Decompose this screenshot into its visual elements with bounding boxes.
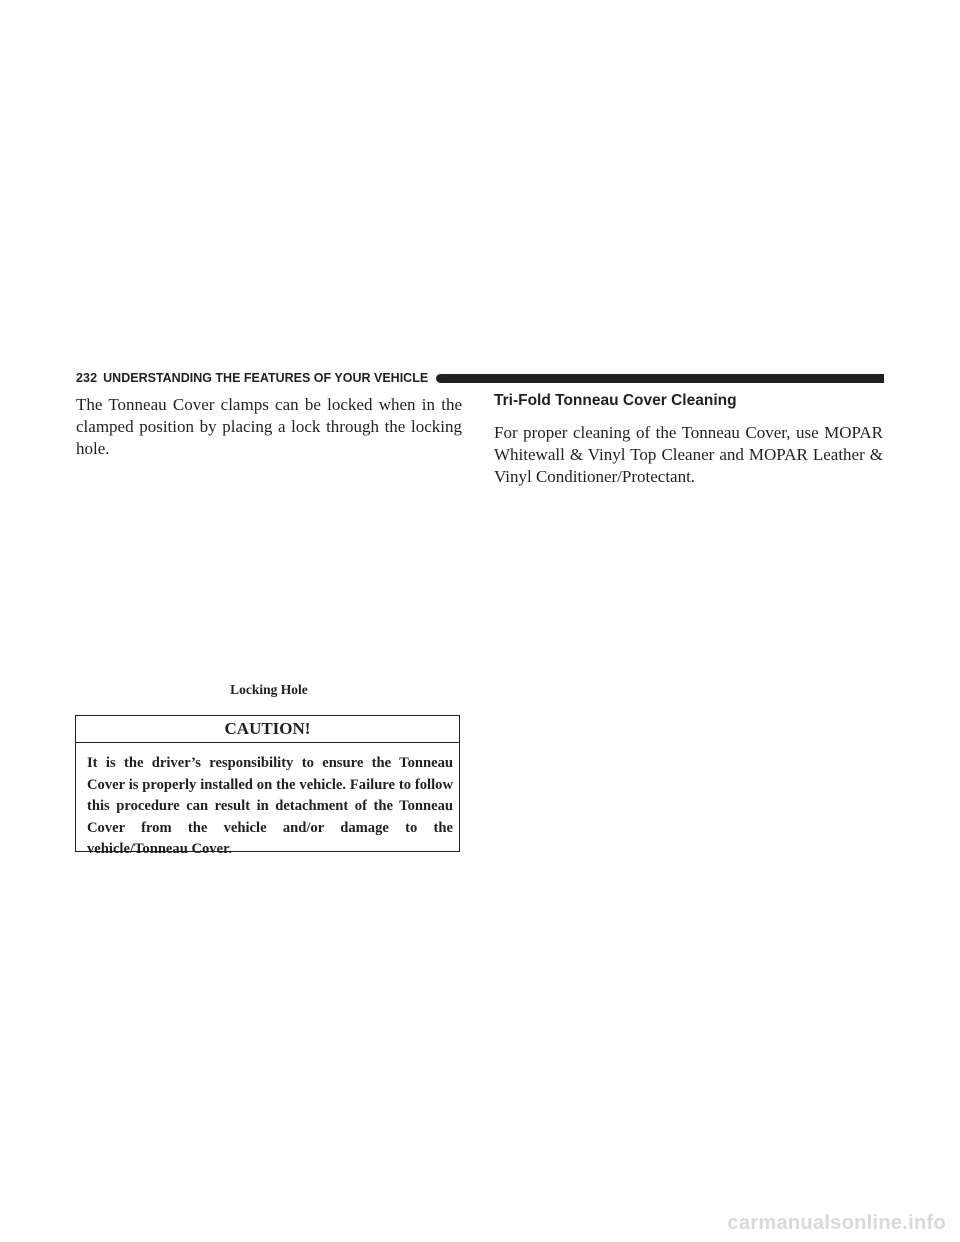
intro-paragraph: The Tonneau Cover clamps can be locked when in the clamped position by placing a lock through the locking hole.	[76, 395, 462, 458]
header-rule	[436, 374, 884, 383]
cleaning-paragraph: For proper cleaning of the Tonneau Cover, use MOPAR Whitewall & Vinyl Top Cleaner and MOPAR Leather & Vinyl Conditioner/Protectant.	[494, 423, 883, 486]
page-number: 232	[76, 371, 98, 385]
locking-hole-figure	[76, 470, 462, 675]
section-title: UNDERSTANDING THE FEATURES OF YOUR VEHICLE	[103, 371, 429, 385]
caution-box	[75, 715, 460, 857]
caution-text: It is the driver’s responsibility to ensure the Tonneau Cover is properly installed on the vehicle. Failure to follow this procedure can result in detachment of the Tonneau Cover from the vehicle and/or damage to the vehicle/Tonneau Cover.	[87, 755, 453, 857]
caution-title: CAUTION!	[76, 716, 459, 743]
figure-caption: Locking Hole	[230, 682, 308, 697]
right-column	[494, 391, 883, 488]
left-column	[76, 394, 462, 460]
section-heading: Tri-Fold Tonneau Cover Cleaning	[494, 392, 737, 409]
page-header	[76, 370, 884, 386]
watermark-text[interactable]: carmanualsonline.info	[727, 1212, 946, 1234]
